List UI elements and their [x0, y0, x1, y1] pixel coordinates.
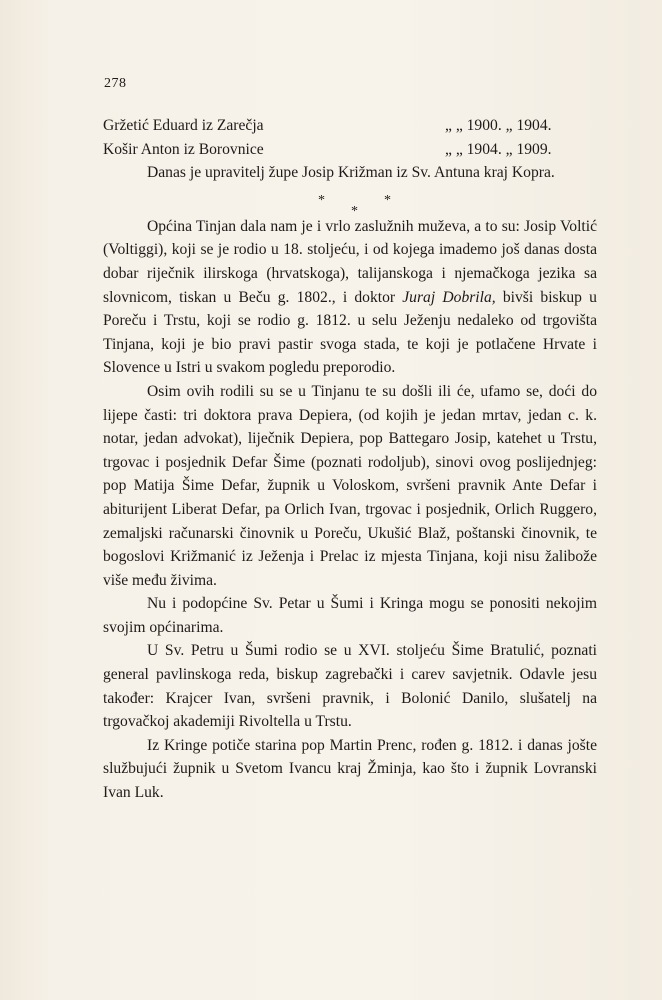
divider-star: * [384, 192, 391, 208]
paragraph-subcommunities: Nu i podopćine Sv. Petar u Šumi i Kringa mogu se ponositi nekojim svojim općinarima. [103, 595, 597, 636]
priest-name: Gržetić Eduard iz Zarečja [103, 117, 264, 134]
paragraph-text: Općina Tinjan dala nam je i vrlo zaslužnih muževa, a to su: Josip Voltić (Voltiggi), koji se je rodio u 18. stoljeću, i od kojega imademo još danas dosta dobar riječnik ilirskoga (hrvatskoga), talijanskoga i njemačkoga jezika sa slovnicom, tiskan u Beču g. 1802., i doktor [103, 217, 597, 306]
list-item [103, 138, 597, 162]
paragraph-others-born: Osim ovih rodili su se u Tinjanu te su došli ili će, ufamo se, doći do lijepe časti: tri doktora prava Depiera, (od kojih je jedan mrtav, jedan c. k. notar, jedan advokat), liječnik Depiera, pop Battegaro Josip, katehet u Trstu, trgovac i posjednik Defar Šime (poznati rodoljub), sinovi ovog poslijednjeg: pop Matija Šime Defar, župnik u Voloskom, svršeni pravnik Ante Defar i abiturijent Liberat Defar, pa Orlich Ivan, trgovac i posjednik, Orlich Ruggero, zemaljski računarski činovnik u Poreču, Ukušić Blaž, poštanski činovnik, te bogoslovi Križmanić iz Ježenja i Prelac iz mjesta Tinjana, koji nisu žalibože više među živima. [103, 382, 597, 589]
priest-years: „ „ 1900. „ 1904. [445, 117, 552, 134]
section-divider [103, 185, 597, 219]
list-item [103, 114, 597, 138]
paragraph-sv-petar: U Sv. Petru u Šumi rodio se u XVI. stoljeću Šime Bratulić, poznati general pavlinskoga reda, biskup zagrebački i carev savjetnik. Odavle jesu također: Krajcer Ivan, svršeni pravnik, i Bolonić Danilo, slušatelj na trgovačkoj akademiji Rivoltella u Trstu. [103, 642, 597, 731]
divider-star: * [351, 203, 358, 219]
emphasized-name: Juraj Dobrila, [402, 288, 496, 306]
paragraph-text: bivši biskup u Poreču i Trstu, koji se rodio g. 1812. u selu Ježenju nedaleko od trgovišta Tinjana, koji je bio pravi pastir svoga stada, te koji je potlačene Hrvate i Slovence u Istri u svakom pogledu preporodio. [103, 288, 597, 377]
paragraph-kringa: Iz Kringe potiče starina pop Martin Prenc, rođen g. 1812. i danas jošte službujući župnik u Svetom Ivancu kraj Žminja, kao što i župnik Lovranski Ivan Luk. [103, 736, 597, 802]
page-number: 278 [104, 76, 127, 91]
current-administrator-note: Danas je upravitelj župe Josip Križman iz Sv. Antuna kraj Kopra. [147, 164, 555, 182]
priest-years: „ „ 1904. „ 1909. [445, 140, 552, 158]
divider-star: * [318, 192, 325, 208]
priest-name: Košir Anton iz Borovnice [103, 140, 264, 158]
paragraph-tinjan-notables [103, 215, 597, 380]
page-text [103, 114, 597, 805]
